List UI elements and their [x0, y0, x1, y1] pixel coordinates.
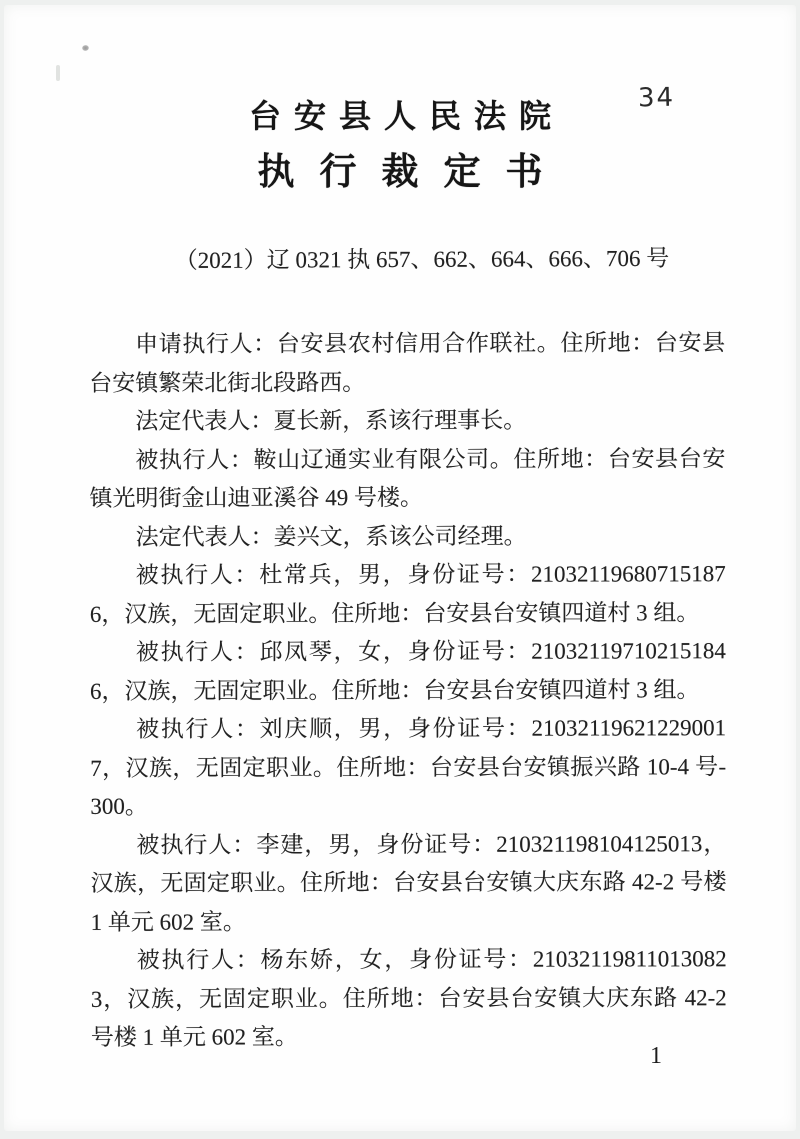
paragraph-respondent-5: 被执行人：杨东娇，女，身份证号：210321198110130823，汉族，无固定职业。住所地：台安县台安镇大庆东路 42-2 号楼 1 单元 602 室。 [90, 946, 727, 1050]
court-name-title: 台安县人民法院 [248, 98, 564, 134]
paragraph-respondent-4: 被执行人：李建，男，身份证号：210321198104125013，汉族，无固定职业。住所地：台安县台安镇大庆东路 42-2 号楼 1 单元 602 室。 [90, 830, 727, 935]
case-number: （2021）辽 0321 执 657、662、664、666、706 号 [174, 245, 670, 273]
page-number: 1 [650, 1043, 662, 1069]
document-type-title: 执行裁定书 [257, 151, 568, 192]
paragraph-respondent-2: 被执行人：邱凤琴，女，身份证号：210321197102151846，汉族，无固定职业。住所地：台安县台安镇四道村 3 组。 [89, 638, 726, 704]
document-page [4, 5, 796, 1131]
document-title-block [4, 5, 796, 195]
paragraph-applicant: 申请执行人：台安县农村信用合作联社。住所地：台安县台安镇繁荣北街北段路西。 [89, 330, 726, 396]
handwritten-corner-number: 34 [637, 82, 676, 114]
paragraph-respondent-3: 被执行人：刘庆顺，男，身份证号：210321196212290017，汉族，无固定职业。住所地：台安县台安镇振兴路 10-4 号-300。 [90, 715, 727, 819]
paragraph-respondent-1: 被执行人：杜常兵，男，身份证号：210321196807151876，汉族，无固定职业。住所地：台安县台安镇四道村 3 组。 [89, 561, 726, 627]
document-body [89, 324, 727, 1057]
paragraph-legal-rep-2: 法定代表人：姜兴文，系该公司经理。 [135, 523, 527, 550]
paragraph-legal-rep-1: 法定代表人：夏长新，系该行理事长。 [135, 407, 527, 434]
scan-smudge-artifact [56, 65, 60, 81]
paragraph-respondent-company: 被执行人：鞍山辽通实业有限公司。住所地：台安县台安镇光明街金山迪亚溪谷 49 号楼。 [89, 445, 726, 511]
